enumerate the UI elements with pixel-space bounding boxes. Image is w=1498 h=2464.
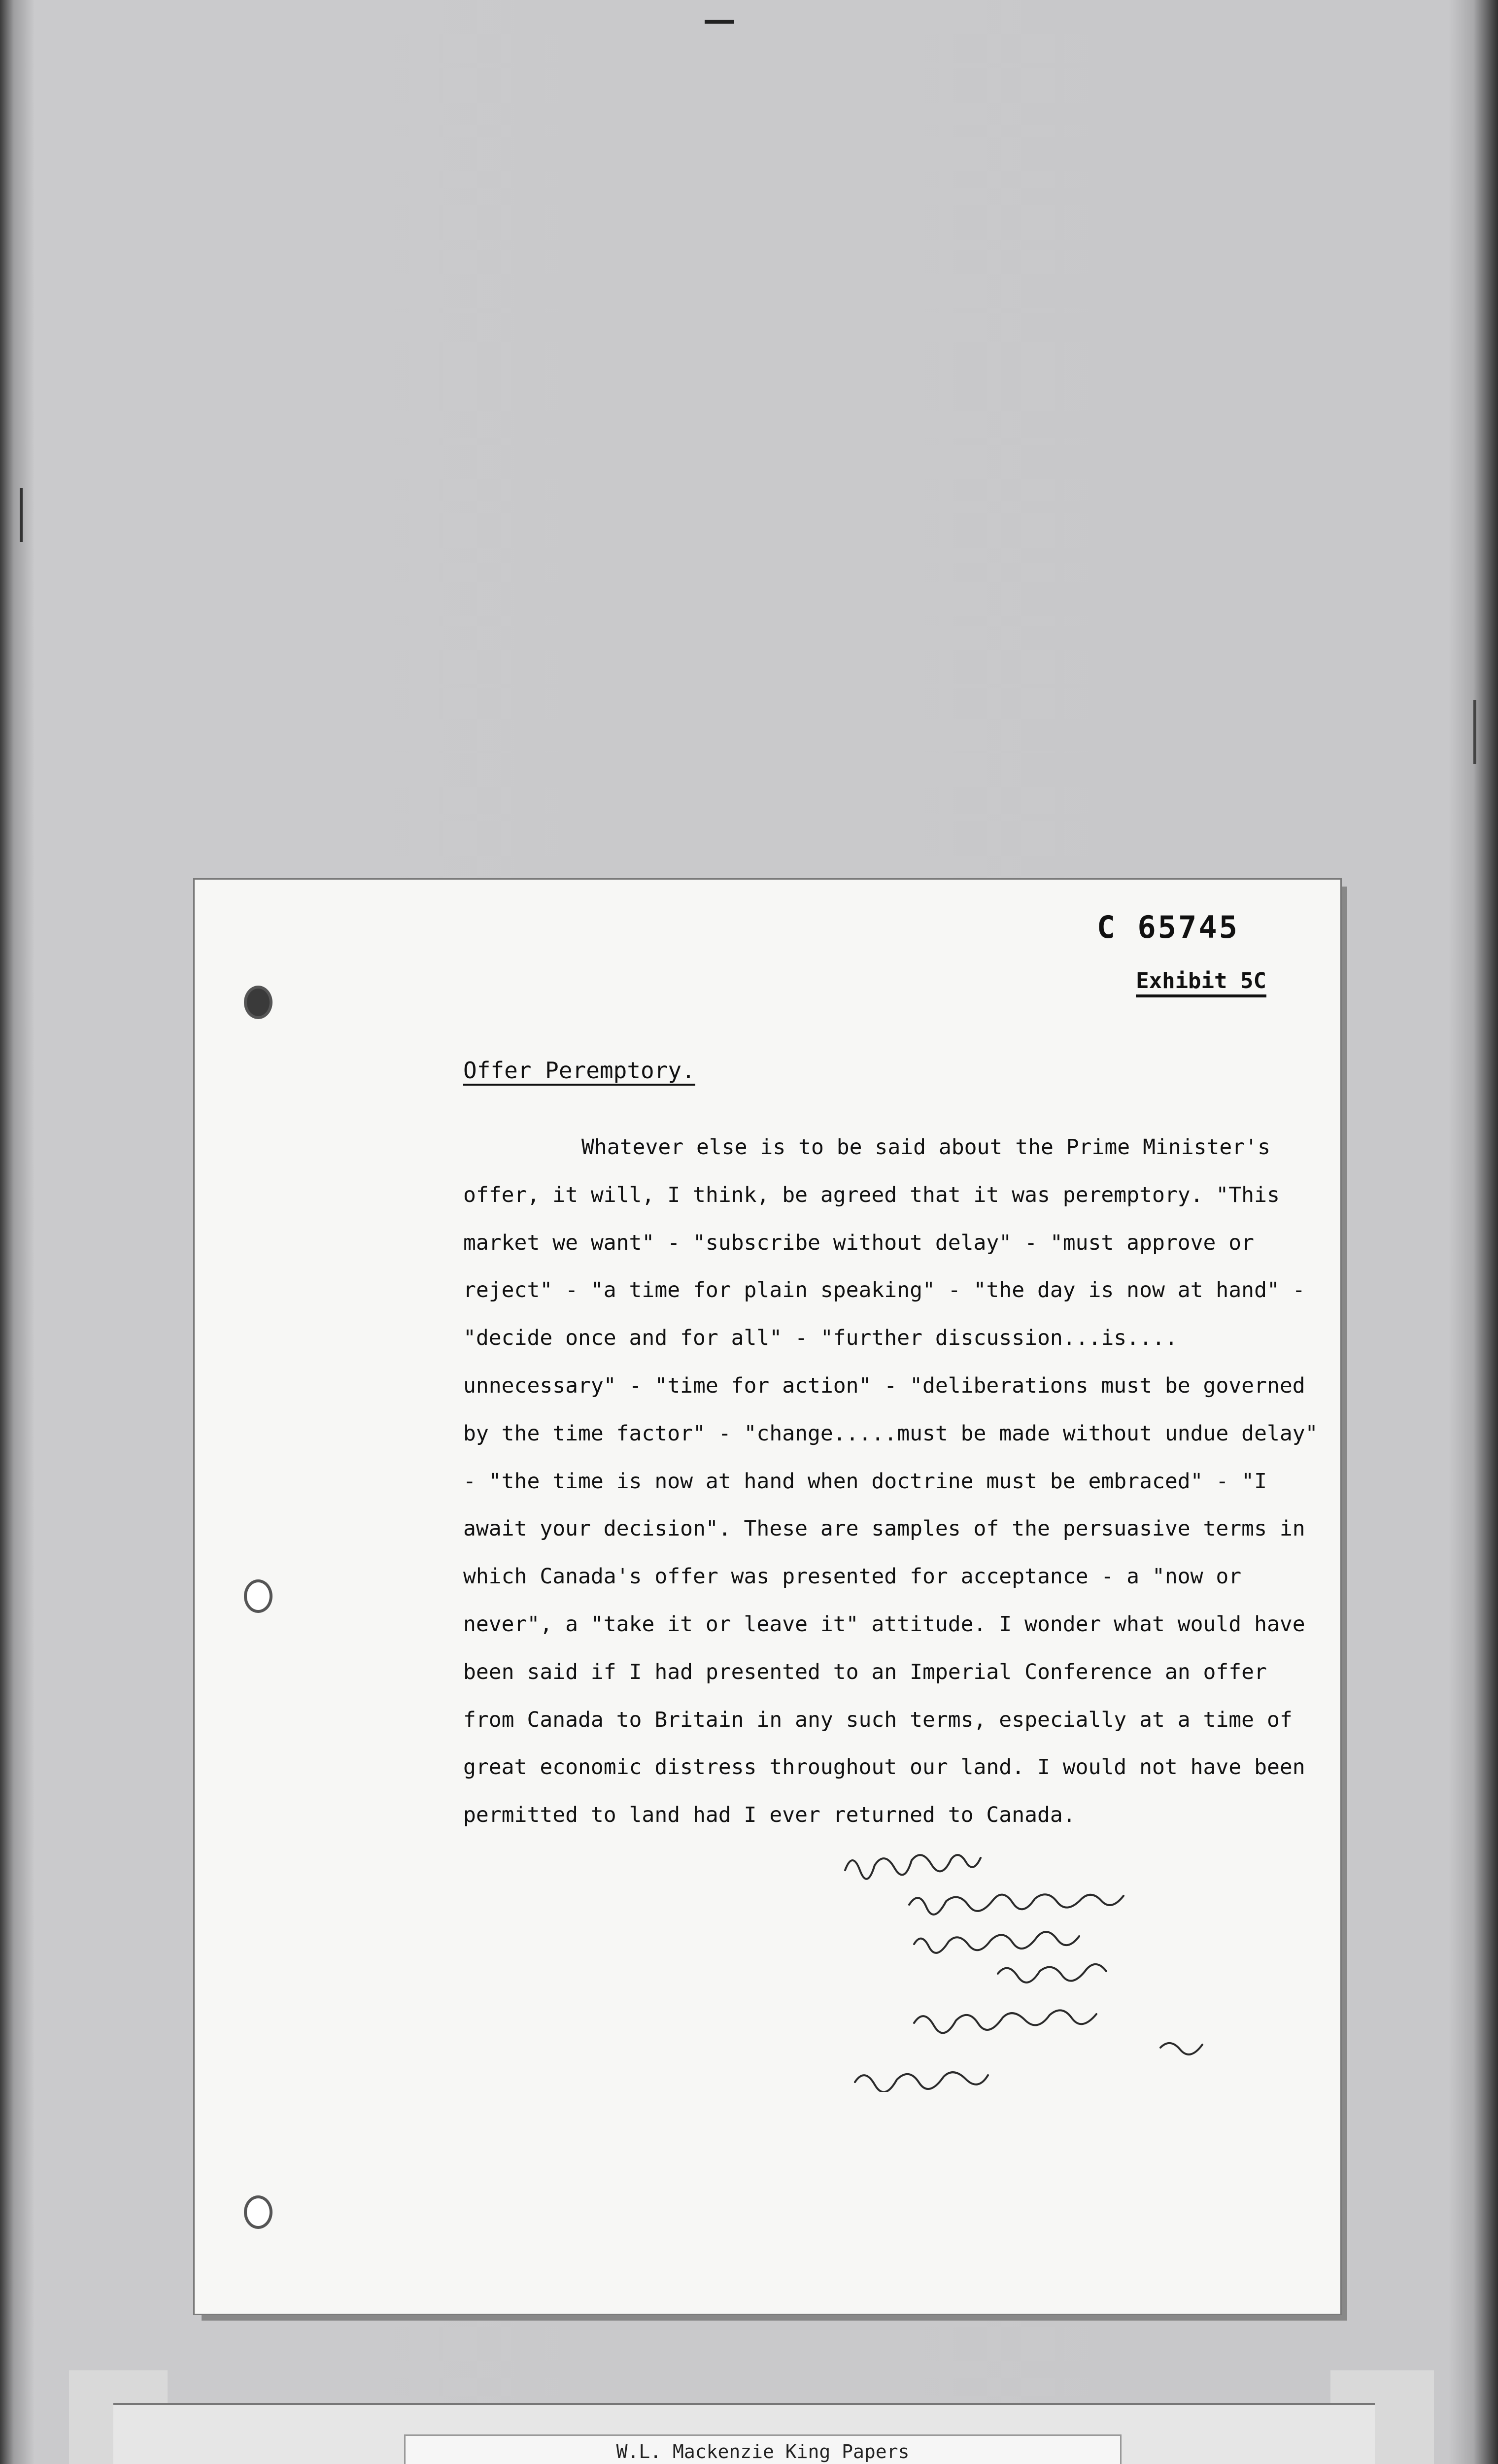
scribble-line-1 xyxy=(845,1855,981,1879)
film-scratch-right xyxy=(1473,700,1476,764)
reference-number: C 65745 xyxy=(1096,909,1239,945)
punch-hole-bottom xyxy=(244,2195,272,2229)
scribble-line-7 xyxy=(855,2072,988,2092)
collection-label xyxy=(404,2434,1122,2464)
punch-hole-top xyxy=(244,986,272,1019)
scribble-line-2 xyxy=(909,1894,1124,1915)
film-mark xyxy=(705,20,734,24)
document-heading: Offer Peremptory. xyxy=(463,1057,695,1086)
punch-hole-middle xyxy=(244,1579,272,1613)
film-scratch-left xyxy=(20,488,23,542)
handwritten-annotation xyxy=(835,1836,1279,2092)
scribble-line-5 xyxy=(914,2010,1096,2033)
document-paragraph xyxy=(463,1124,1326,1839)
archive-card-area xyxy=(0,2365,1498,2464)
scribble-line-6 xyxy=(1160,2043,1202,2054)
paragraph-text: Whatever else is to be said about the Prime Minister's offer, it will, I think, be agreed that it was peremptory. "This market we want" - "subscribe without delay" - "must approve or reject" - "a time for plain speaking" - "the day is now at hand" - "decide once and for all" - "further discussion...is.... unnecessary" - "time for action" - "deliberations must be governed by the time factor" - "change.....must be made without undue delay" - "the time is now at hand when doctrine must be embraced" - "I await your decision". These are samples of the persuasive terms in which Canada's offer was presented for acceptance - a "now or never", a "take it or leave it" attitude. I wonder what would have been said if I had presented to an Imperial Conference an offer from Canada to Britain in any such terms, especially at a time of great economic distress throughout our land. I would not have been permitted to land had I ever returned to Canada. xyxy=(463,1135,1318,1828)
exhibit-label: Exhibit 5C xyxy=(1136,968,1266,997)
collection-name: W.L. Mackenzie King Papers xyxy=(616,2441,910,2463)
document-page xyxy=(195,880,1340,2314)
scribble-line-4 xyxy=(998,1964,1106,1983)
scribble-line-3 xyxy=(914,1932,1079,1953)
